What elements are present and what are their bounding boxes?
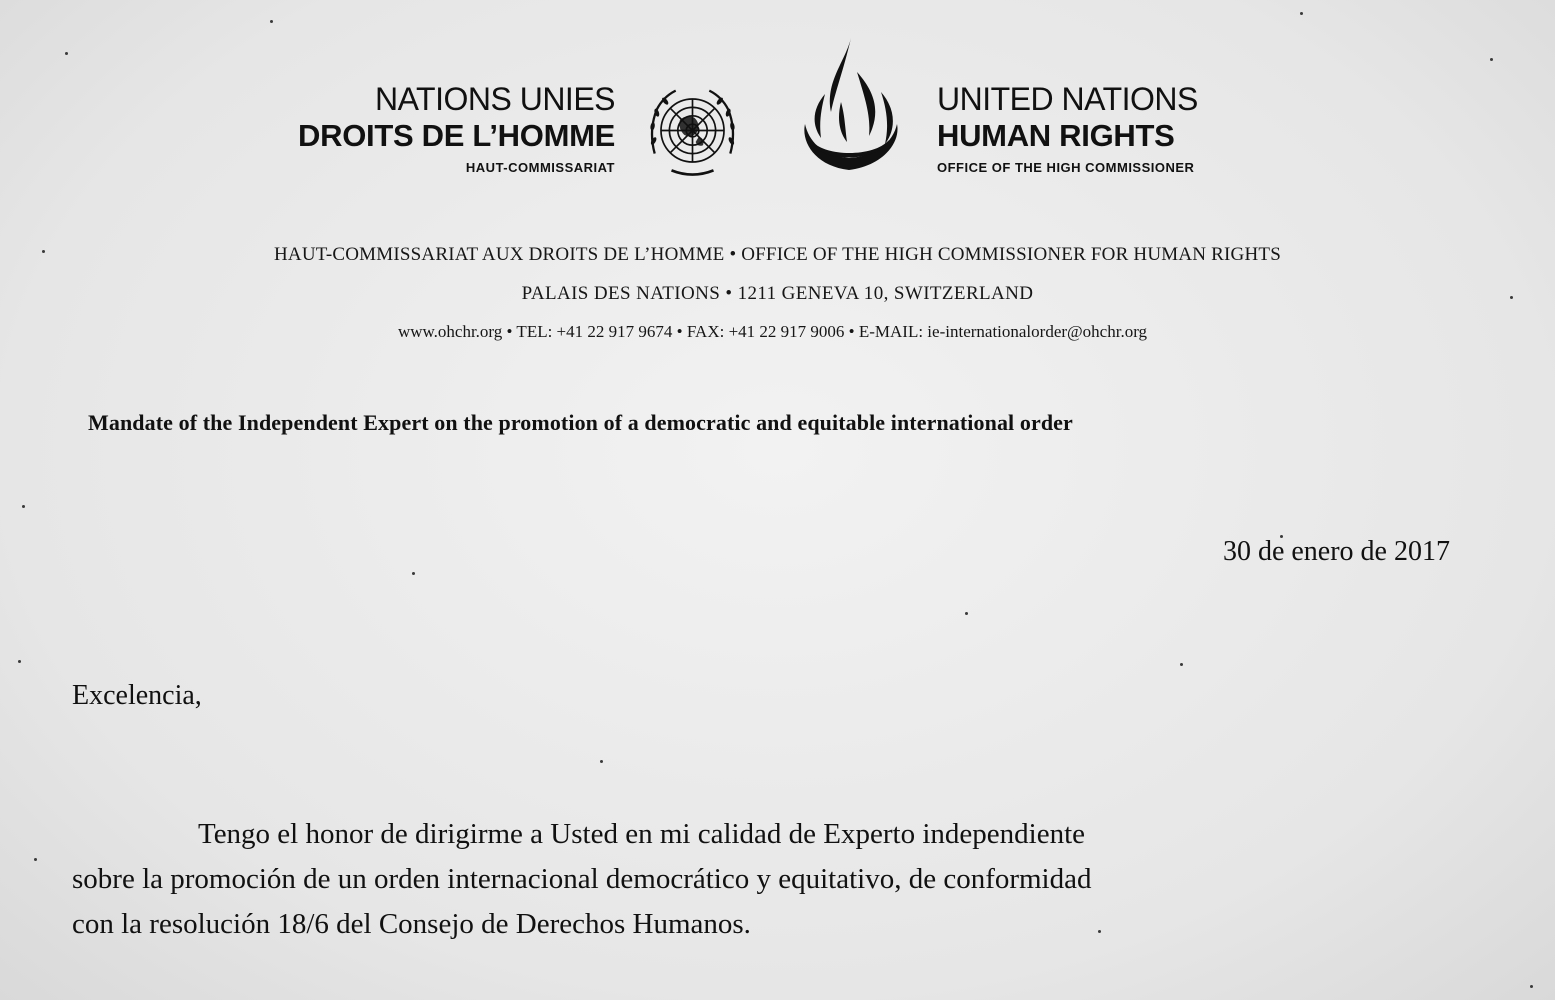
scan-speck <box>965 612 968 615</box>
scan-speck <box>1530 985 1533 988</box>
mandate-heading: Mandate of the Independent Expert on the promotion of a democratic and equitable international order <box>88 410 1073 435</box>
scan-speck <box>65 52 68 55</box>
address-line-postal: PALAIS DES NATIONS • 1211 GENEVA 10, SWITZERLAND <box>521 283 1034 304</box>
human-rights-flame-hand-icon <box>785 32 915 182</box>
body-line: con la resolución 18/6 del Consejo de Derechos Humanos. <box>72 908 751 940</box>
org-french-line1: NATIONS UNIES <box>374 81 615 117</box>
salutation: Excelencia, <box>72 680 202 711</box>
scan-speck <box>600 760 603 763</box>
scan-speck <box>412 572 415 575</box>
org-english-line2: HUMAN RIGHTS <box>937 118 1175 153</box>
org-name-french <box>280 80 615 178</box>
un-emblem-icon <box>640 78 745 183</box>
letter-body-paragraph <box>72 812 1492 947</box>
org-french-line3: HAUT-COMMISSARIAT <box>465 160 615 175</box>
org-french-line2: DROITS DE L’HOMME <box>298 118 615 153</box>
letter-date: 30 de enero de 2017 <box>1222 536 1450 567</box>
address-line-contact: www.ohchr.org • TEL: +41 22 917 9674 • FAX: +41 22 917 9006 • E-MAIL: ie-internationalorder@ohchr.org <box>397 322 1148 341</box>
scan-speck <box>18 660 21 663</box>
scan-speck <box>22 505 25 508</box>
address-line-office: HAUT-COMMISSARIAT AUX DROITS DE L’HOMME • OFFICE OF THE HIGH COMMISSIONER FOR HUMAN RIGHTS <box>274 244 1281 265</box>
body-line: sobre la promoción de un orden internacional democrático y equitativo, de conformidad <box>72 863 1092 895</box>
scan-speck <box>34 858 37 861</box>
body-line: Tengo el honor de dirigirme a Usted en mi calidad de Experto independiente <box>198 818 1086 850</box>
scan-speck <box>1180 663 1183 666</box>
scan-speck <box>1490 58 1493 61</box>
scan-speck <box>270 20 273 23</box>
org-name-english <box>937 80 1257 178</box>
scan-speck <box>1300 12 1303 15</box>
org-english-line1: UNITED NATIONS <box>937 81 1198 117</box>
org-english-line3: OFFICE OF THE HIGH COMMISSIONER <box>937 160 1195 175</box>
